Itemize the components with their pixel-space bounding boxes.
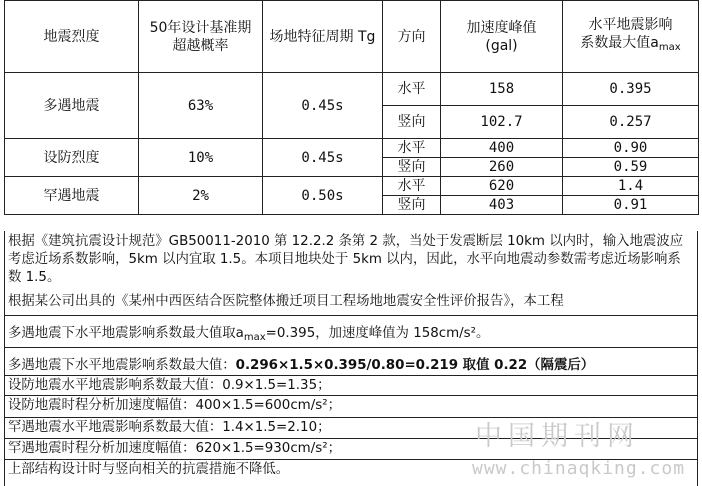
cell-direction: 竖向 bbox=[383, 106, 441, 139]
cell-acceleration: 260 bbox=[441, 158, 563, 177]
cell-coefficient: 0.395 bbox=[563, 73, 699, 106]
note-near-field-paragraph: 根据《建筑抗震设计规范》GB50011-2010 第 12.2.2 条第 2 款，当处于发震断层 10km 以内时，输入地震波应考虑近场系数影响，5km 以内宜取 1.5。本项目地块处于 5km 以内，因此，水平向地震动参数需考虑近场影响系数 1.5。 bbox=[8, 234, 684, 285]
header-site-period: 场地特征周期 Tg bbox=[263, 1, 383, 73]
cell-direction: 水平 bbox=[383, 73, 441, 106]
note-design-coefficient: 设防地震水平地震影响系数最大值：0.9×1.5=1.35； bbox=[8, 378, 331, 393]
cell-site-period: 0.45s bbox=[263, 73, 383, 139]
note-rare-coefficient: 罕遇地震水平地震影响系数最大值：1.4×1.5=2.10； bbox=[8, 420, 331, 435]
cell-acceleration: 620 bbox=[441, 177, 563, 196]
cell-coefficient: 0.59 bbox=[563, 158, 699, 177]
cell-coefficient: 1.4 bbox=[563, 177, 699, 196]
seismic-parameter-table bbox=[4, 0, 699, 215]
divider bbox=[5, 375, 697, 376]
cell-site-period: 0.50s bbox=[263, 177, 383, 215]
note-design-acceleration: 设防地震时程分析加速度幅值：400×1.5=600cm/s²； bbox=[8, 398, 341, 413]
watermark-url: www.chinaqking.com bbox=[472, 458, 686, 479]
table-row bbox=[5, 73, 699, 106]
cell-acceleration: 400 bbox=[441, 139, 563, 158]
header-direction: 方向 bbox=[383, 1, 441, 73]
cell-direction: 竖向 bbox=[383, 196, 441, 215]
divider bbox=[5, 395, 697, 396]
note-frequent-coefficient: 多遇地震下水平地震影响系数最大值取$a_{max}=0.395$，加速度峰值为 158cm/s²。 bbox=[8, 326, 490, 343]
cell-direction: 竖向 bbox=[383, 158, 441, 177]
cell-level: 多遇地震 bbox=[5, 73, 139, 139]
cell-site-period: 0.45s bbox=[263, 139, 383, 177]
note-vertical-measures: 上部结构设计时与竖向相关的抗震措施不降低。 bbox=[8, 462, 290, 477]
cell-level: 罕遇地震 bbox=[5, 177, 139, 215]
table-row bbox=[5, 177, 699, 196]
cell-acceleration: 158 bbox=[441, 73, 563, 106]
cell-direction: 水平 bbox=[383, 139, 441, 158]
cell-direction: 水平 bbox=[383, 177, 441, 196]
table-header-row bbox=[5, 1, 699, 73]
cell-coefficient: 0.90 bbox=[563, 139, 699, 158]
header-influence-coefficient: 水平地震影响 系数最大值$a_{max}$ bbox=[563, 1, 699, 73]
cell-probability: 63% bbox=[139, 73, 263, 139]
divider bbox=[5, 347, 697, 348]
header-intensity: 地震烈度 bbox=[5, 1, 139, 73]
note-frequent-isolated: 多遇地震下水平地震影响系数最大值：0.296×1.5×0.395/0.80=0.219 取值 0.22（隔震后） bbox=[8, 358, 595, 373]
cell-coefficient: 0.91 bbox=[563, 196, 699, 215]
cell-level: 设防烈度 bbox=[5, 139, 139, 177]
note-rare-acceleration: 罕遇地震时程分析加速度幅值：620×1.5=930cm/s²； bbox=[8, 441, 341, 456]
header-exceedance: 50年设计基准期 超越概率 bbox=[139, 1, 263, 73]
note-report-source: 根据某公司出具的《某州中西医结合医院整体搬迁项目工程场地地震安全性评价报告》，本工程 bbox=[8, 294, 564, 309]
divider bbox=[5, 315, 697, 316]
cell-probability: 2% bbox=[139, 177, 263, 215]
watermark-logo-text: 中国期刊网 bbox=[475, 421, 640, 452]
header-peak-acceleration: 加速度峰值 (gal) bbox=[441, 1, 563, 73]
cell-coefficient: 0.257 bbox=[563, 106, 699, 139]
table-row bbox=[5, 139, 699, 158]
cell-acceleration: 403 bbox=[441, 196, 563, 215]
cell-probability: 10% bbox=[139, 139, 263, 177]
cell-acceleration: 102.7 bbox=[441, 106, 563, 139]
